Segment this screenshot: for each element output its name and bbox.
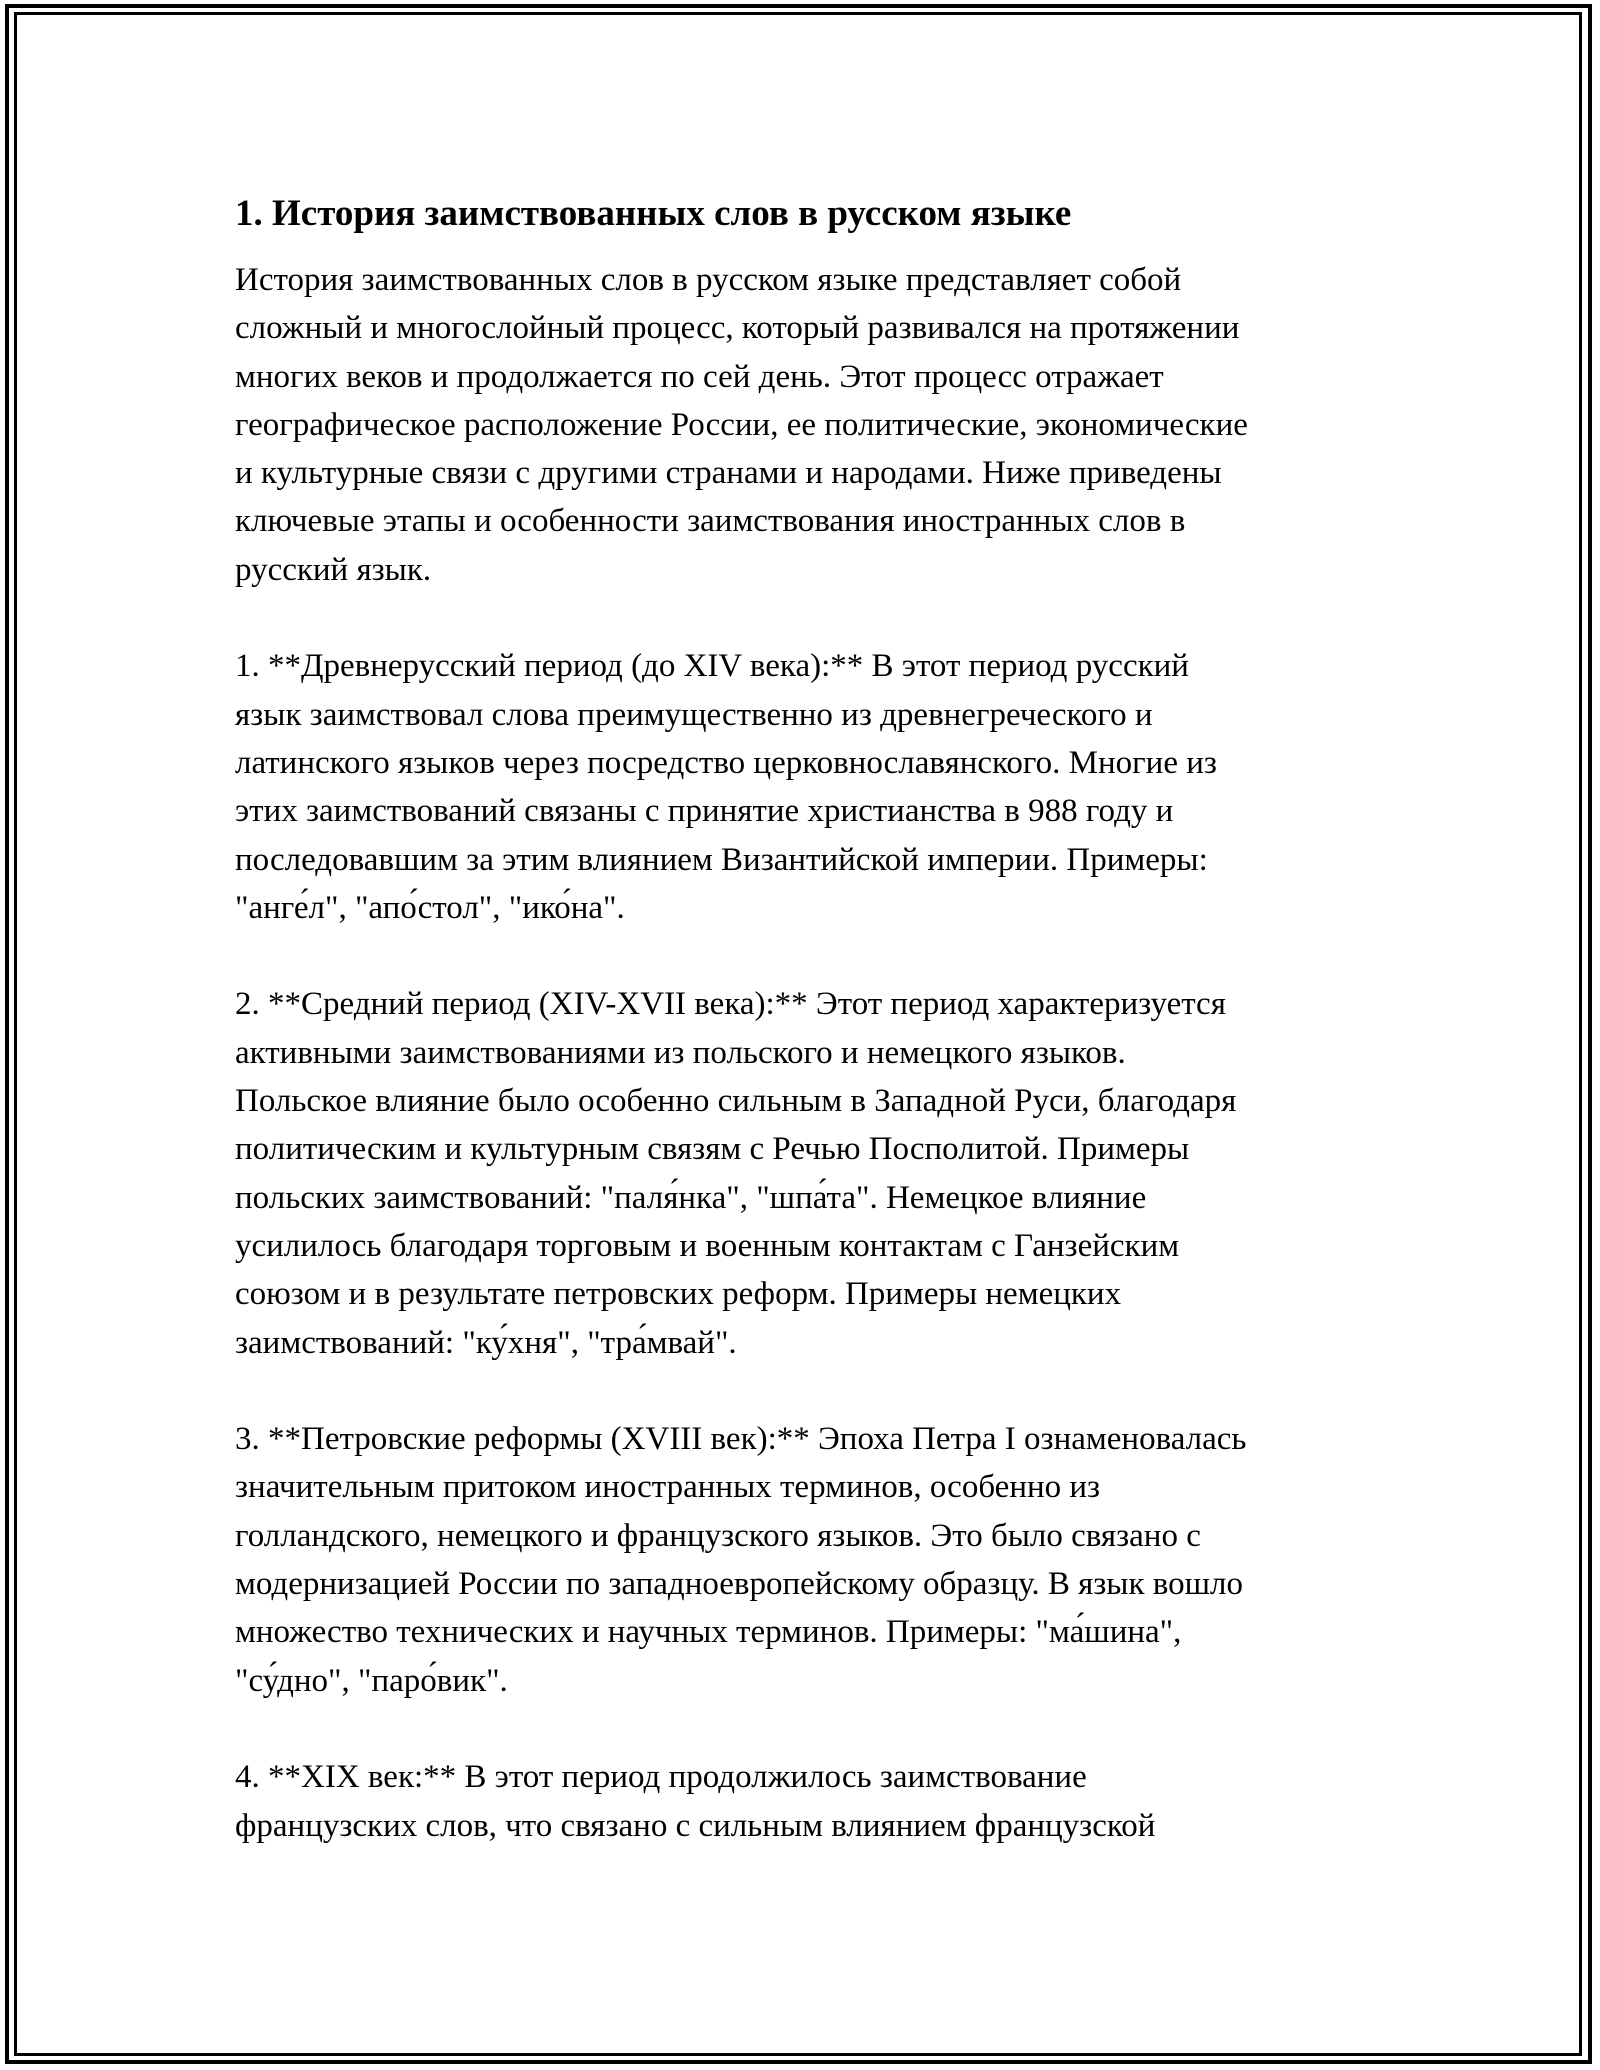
- document-body: [235, 186, 1375, 1898]
- paragraph-old-russian-period: 1. **Древнерусский период (до XIV века):** В этот период русский язык заимствовал слова преимущественно из древнегреческого и латинского языков через посредство церковнославянского. Многие из этих заимствований связаны с принятие христианства в 988 году и последовавшим за этим влиянием Византийской империи. Примеры: "анге́л", "апо́стол", "ико́на".: [235, 648, 1217, 926]
- section-heading: 1. История заимствованных слов в русском языке: [235, 193, 1072, 234]
- paragraph-middle-period: 2. **Средний период (XIV-XVII века):** Этот период характеризуется активными заимствованиями из польского и немецкого языков. Польское влияние было особенно сильным в Западной Руси, благодаря политическим и культурным связям с Речью Посполитой. Примеры польских заимствований: "паля́нка", "шпа́та". Немецкое влияние усилилось благодаря торговым и военным контактам с Ганзейским союзом и в результате петровских реформ. Примеры немецких заимствований: "ку́хня", "тра́мвай".: [235, 986, 1237, 1361]
- paragraph-petrine-reforms: 3. **Петровские реформы (XVIII век):** Эпоха Петра I ознаменовалась значительным притоком иностранных терминов, особенно из голландского, немецкого и французского языков. Это было связано с модернизацией России по западноевропейскому образцу. В язык вошло множество технических и научных терминов. Примеры: "ма́шина", "су́дно", "паро́вик".: [235, 1421, 1247, 1699]
- paragraph-nineteenth-century: 4. **XIX век:** В этот период продолжилось заимствование французских слов, что связано с сильным влиянием французской: [235, 1759, 1156, 1844]
- intro-paragraph: История заимствованных слов в русском языке представляет собой сложный и многослойный процесс, который развивался на протяжении многих веков и продолжается по сей день. Этот процесс отражает географическое расположение России, ее политические, экономические и культурные связи с другими странами и народами. Ниже приведены ключевые этапы и особенности заимствования иностранных слов в русский язык.: [235, 262, 1248, 588]
